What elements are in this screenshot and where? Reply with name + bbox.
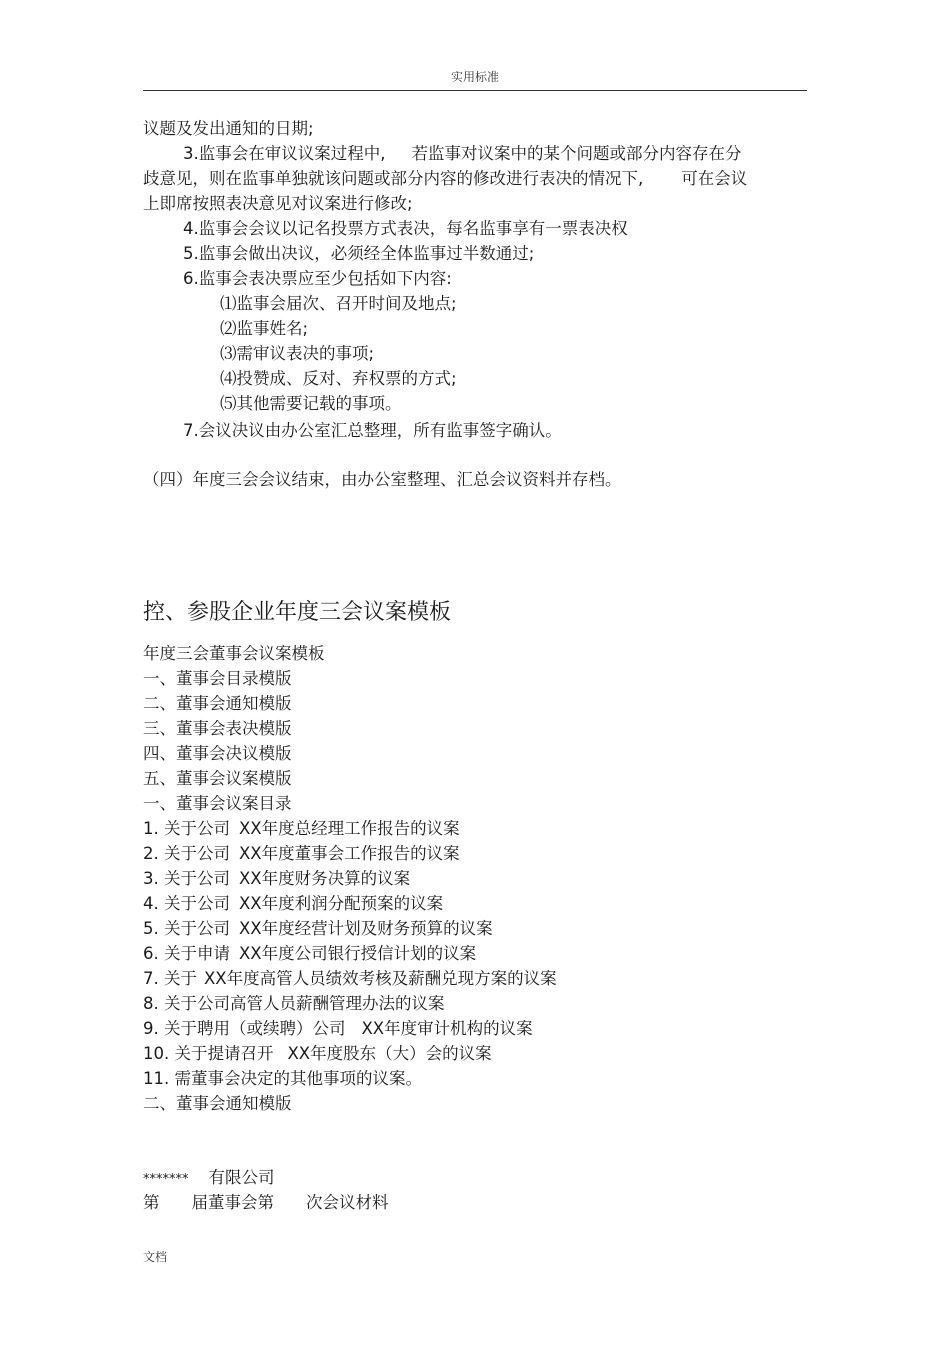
item-text: XX年度高管人员绩效考核及薪酬兑现方案的议案: [204, 969, 557, 988]
item-text: XX年度公司银行授信计划的议案: [239, 944, 477, 963]
paragraph-line: 5.监事会做出决议，必须经全体监事过半数通过;: [183, 244, 535, 263]
text-fragment: 可在会议: [681, 169, 748, 188]
list-item: [143, 1042, 492, 1066]
paragraph-line: （四）年度三会会议结束，由办公室整理、汇总会议资料并存档。: [143, 470, 622, 489]
toc-item: 一、董事会目录模版: [143, 669, 292, 688]
company-name: 有限公司: [208, 1168, 275, 1187]
paragraph-line: [183, 142, 742, 166]
list-item: [143, 992, 445, 1016]
session-middle: 届董事会第: [191, 1193, 274, 1212]
list-item: [143, 1067, 422, 1091]
item-text: XX年度股东（大）会的议案: [287, 1044, 492, 1063]
list-item: ⑸其他需要记载的事项。: [220, 394, 402, 413]
list-item: [143, 1017, 533, 1041]
paragraph-line: [143, 167, 747, 191]
toc-item: 二、董事会通知模版: [143, 694, 292, 713]
section-subtitle: 年度三会董事会议案模板: [143, 644, 325, 663]
toc-item: 三、董事会表决模版: [143, 719, 292, 738]
item-prefix: 6. 关于申请: [143, 944, 230, 963]
item-text: XX年度利润分配预案的议案: [239, 894, 444, 913]
paragraph-line: 7.会议决议由办公室汇总整理，所有监事签字确认。: [183, 421, 562, 440]
item-prefix: 11. 需董事会决定的其他事项的议案。: [143, 1069, 422, 1088]
item-prefix: 9. 关于聘用（或续聘）公司: [143, 1019, 346, 1038]
list-item: ⑷投赞成、反对、弃权票的方式;: [220, 369, 457, 388]
item-prefix: 10. 关于提请召开: [143, 1044, 274, 1063]
toc-item: 四、董事会决议模版: [143, 744, 292, 763]
list-item: [143, 892, 443, 916]
item-text: XX年度财务决算的议案: [239, 869, 411, 888]
page-footer: 文档: [143, 1250, 168, 1264]
company-line: [143, 1166, 275, 1192]
list-item: [143, 817, 460, 841]
session-line: [143, 1191, 389, 1215]
item-prefix: 7. 关于: [143, 969, 197, 988]
list-item: [143, 867, 410, 891]
section-heading: 二、董事会通知模版: [143, 1094, 292, 1113]
toc-item: 五、董事会议案模版: [143, 769, 292, 788]
paragraph-line: 议题及发出通知的日期;: [143, 119, 314, 138]
page-header: 实用标准: [450, 70, 499, 84]
paragraph-line: 4.监事会会议以记名投票方式表决，每名监事享有一票表决权: [183, 219, 628, 238]
item-prefix: 3. 关于公司: [143, 869, 230, 888]
item-prefix: 4. 关于公司: [143, 894, 230, 913]
toc-item: 一、董事会议案目录: [143, 794, 292, 813]
list-item: ⑵监事姓名;: [220, 319, 309, 338]
session-prefix: 第: [143, 1193, 160, 1212]
item-prefix: 2. 关于公司: [143, 844, 230, 863]
paragraph-line: 6.监事会表决票应至少包括如下内容:: [183, 269, 452, 288]
list-item: ⑴监事会届次、召开时间及地点;: [220, 294, 457, 313]
list-item: [143, 967, 557, 991]
item-prefix: 8. 关于公司高管人员薪酬管理办法的议案: [143, 994, 445, 1013]
header-divider: [143, 90, 807, 91]
item-prefix: 1. 关于公司: [143, 819, 230, 838]
text-fragment: 歧意见，则在监事单独就该问题或部分内容的修改进行表决的情况下,: [143, 169, 644, 188]
session-suffix: 次会议材料: [306, 1193, 389, 1212]
item-text: XX年度董事会工作报告的议案: [239, 844, 460, 863]
item-prefix: 5. 关于公司: [143, 919, 230, 938]
text-fragment: 3.监事会在审议议案过程中,: [183, 144, 386, 163]
list-item: ⑶需审议表决的事项;: [220, 344, 375, 363]
list-item: [143, 842, 460, 866]
section-title: 控、参股企业年度三会议案模板: [143, 600, 452, 625]
item-text: XX年度经营计划及财务预算的议案: [239, 919, 493, 938]
company-placeholder: *******: [143, 1172, 189, 1187]
list-item: [143, 942, 476, 966]
paragraph-line: 上即席按照表决意见对议案进行修改;: [143, 194, 413, 213]
item-text: XX年度审计机构的议案: [361, 1019, 533, 1038]
item-text: XX年度总经理工作报告的议案: [239, 819, 460, 838]
text-fragment: 若监事对议案中的某个问题或部分内容存在分: [411, 144, 742, 163]
list-item: [143, 917, 493, 941]
